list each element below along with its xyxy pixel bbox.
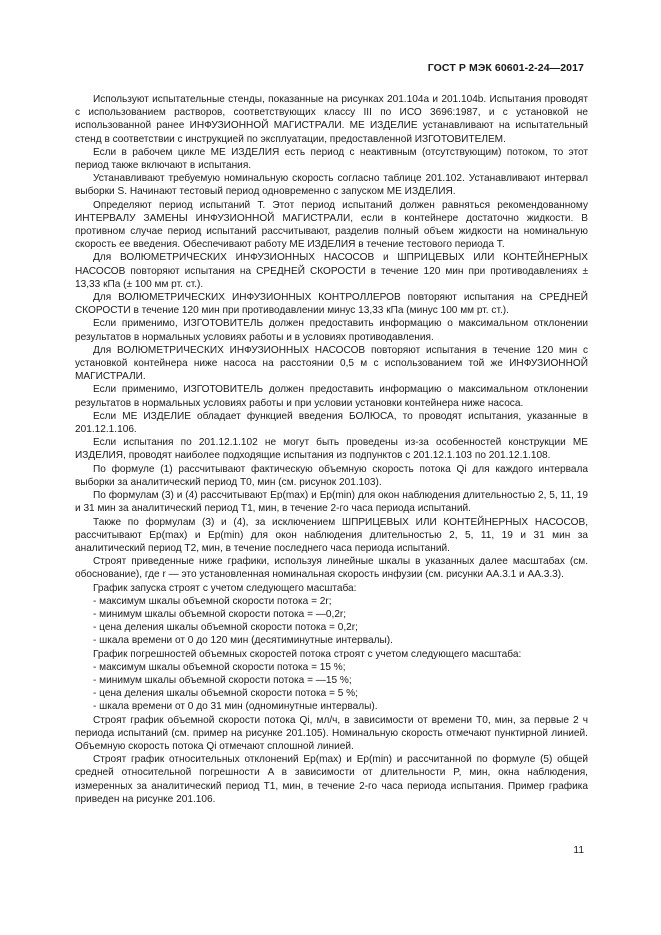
list-item: - шкала времени от 0 до 120 мин (десятиминутные интервалы). xyxy=(93,635,393,647)
paragraph: Для ВОЛЮМЕТРИЧЕСКИХ ИНФУЗИОННЫХ НАСОСОВ и ШПРИЦЕВЫХ ИЛИ КОНТЕЙНЕРНЫХ НАСОСОВ повторяют испытания на СРЕДНЕЙ СКОРОСТИ в течение 120 мин при противодавлениях ± 13,33 кПа (± 100 мм рт. ст.). xyxy=(75,252,588,290)
list-item: - минимум шкалы объемной скорости потока = —15 %; xyxy=(93,674,352,686)
paragraph: Для ВОЛЮМЕТРИЧЕСКИХ ИНФУЗИОННЫХ НАСОСОВ повторяют испытания в течение 120 мин с установкой контейнера ниже насоса на расстоянии 0,5 м с использованием той же ИНФУЗИОННОЙ МАГИСТРАЛИ. xyxy=(75,344,588,383)
paragraph: По формуле (1) рассчитывают фактическую объемную скорость потока Qi для каждого интервала выборки за аналитический период T0, мин (см. рисунок 201.103). xyxy=(75,463,588,488)
list-item: - цена деления шкалы объемной скорости потока = 5 %; xyxy=(93,688,358,700)
paragraph: Если в рабочем цикле МЕ ИЗДЕЛИЯ есть период с неактивным (отсутствующим) потоком, то этот период также включают в испытания. xyxy=(75,146,588,172)
paragraph: Если испытания по 201.12.1.102 не могут быть проведены из-за особенностей конструкции МЕ ИЗДЕЛИЯ, проводят наиболее подходящие испытания из подпунктов с 201.12.1.103 по 201.12.1.108. xyxy=(75,437,588,462)
paragraph: Если применимо, ИЗГОТОВИТЕЛЬ должен предоставить информацию о максимальном отклонении результатов в нормальных условиях работы и в условиях противодавления. xyxy=(75,318,588,343)
paragraph: Строят график относительных отклонений Ep(max) и Ep(min) и рассчитанной по формуле (5) общей средней относительной погрешности A в зависимости от длительности P, мин, окна наблюдения, измеренных за аналитический период T1, мин, в течение 2-го часа периода испытания. Пример графика приведен на рисунке 201.106. xyxy=(75,754,588,805)
paragraph: Для ВОЛЮМЕТРИЧЕСКИХ ИНФУЗИОННЫХ КОНТРОЛЛЕРОВ повторяют испытания на СРЕДНЕЙ СКОРОСТИ в течение 120 мин при противодавлении минус 13,33 кПа (минус 100 мм рт. ст.). xyxy=(75,292,588,317)
page-number: 11 xyxy=(573,845,584,856)
document-body xyxy=(75,93,588,806)
list-item: - шкала времени от 0 до 31 мин (одноминутные интервалы). xyxy=(93,701,378,713)
paragraph: Строят график объемной скорости потока Qi, мл/ч, в зависимости от времени T0, мин, за первые 2 ч периода испытаний (см. пример на рисунке 201.105). Номинальную скорость отмечают пунктирной линией. Объемную скорость потока Qi отмечают сплошной линией. xyxy=(75,714,588,752)
paragraph: Также по формулам (3) и (4), за исключением ШПРИЦЕВЫХ ИЛИ КОНТЕЙНЕРНЫХ НАСОСОВ, рассчитывают Ep(max) и Ep(min) для окон наблюдения длительностью 2, 5, 11, 19 и 31 мин за аналитический период T2, мин, в течение последнего часа периода испытаний. xyxy=(75,516,588,554)
paragraph: График погрешностей объемных скоростей потока строят с учетом следующего масштаба: xyxy=(93,648,522,660)
document-header: ГОСТ Р МЭК 60601-2-24—2017 xyxy=(427,62,584,74)
paragraph: Если МЕ ИЗДЕЛИЕ обладает функцией введения БОЛЮСА, то проводят испытания, указанные в 201.12.1.106. xyxy=(75,410,588,436)
paragraph: Определяют период испытаний T. Этот период испытаний должен равняться рекомендованному ИНТЕРВАЛУ ЗАМЕНЫ ИНФУЗИОННОЙ МАГИСТРАЛИ, если в контейнере достаточно жидкости. В противном случае период испытаний рассчитывают, разделив полный объем жидкости на номинальную скорость ее введения. Обеспечивают работу МЕ ИЗДЕЛИЯ в течение тестового периода T. xyxy=(75,199,588,251)
paragraph: График запуска строят с учетом следующего масштаба: xyxy=(93,582,357,594)
paragraph: Используют испытательные стенды, показанные на рисунках 201.104a и 201.104b. Испытания проводят с использованием растворов, соответствующих классу III по ИСО 3696:1987, и с установкой не использованной ранее ИНФУЗИОННОЙ МАГИСТРАЛИ. МЕ ИЗДЕЛИЕ устанавливают на испытательный стенд в соответствии с инструкцией по эксплуатации, предоставленной ИЗГОТОВИТЕЛЕМ. xyxy=(75,94,588,145)
paragraph: По формулам (3) и (4) рассчитывают Ep(max) и Ep(min) для окон наблюдения длительностью 2, 5, 11, 19 и 31 мин за аналитический период T1, мин, в течение 2-го часа периода испытаний. xyxy=(75,490,588,515)
list-item: - максимум шкалы объемной скорости потока = 2r; xyxy=(93,595,332,607)
paragraph: Устанавливают требуемую номинальную скорость согласно таблице 201.102. Устанавливают интервал выборки S. Начинают тестовый период одновременно с запуском МЕ ИЗДЕЛИЯ. xyxy=(75,173,588,198)
list-item: - минимум шкалы объемной скорости потока = —0,2r; xyxy=(93,608,347,620)
list-item: - цена деления шкалы объемной скорости потока = 0,2r; xyxy=(93,622,358,634)
list-item: - максимум шкалы объемной скорости потока = 15 %; xyxy=(93,661,346,673)
paragraph: Если применимо, ИЗГОТОВИТЕЛЬ должен предоставить информацию о максимальном отклонении результатов в нормальных условиях работы и при условии установки контейнера ниже насоса. xyxy=(75,384,588,409)
paragraph: Строят приведенные ниже графики, используя линейные шкалы в указанных далее масштабах (см. обоснование), где r — это установленная номинальная скорость инфузии (см. рисунки АА.3.1 и АА.3.3). xyxy=(75,556,588,581)
